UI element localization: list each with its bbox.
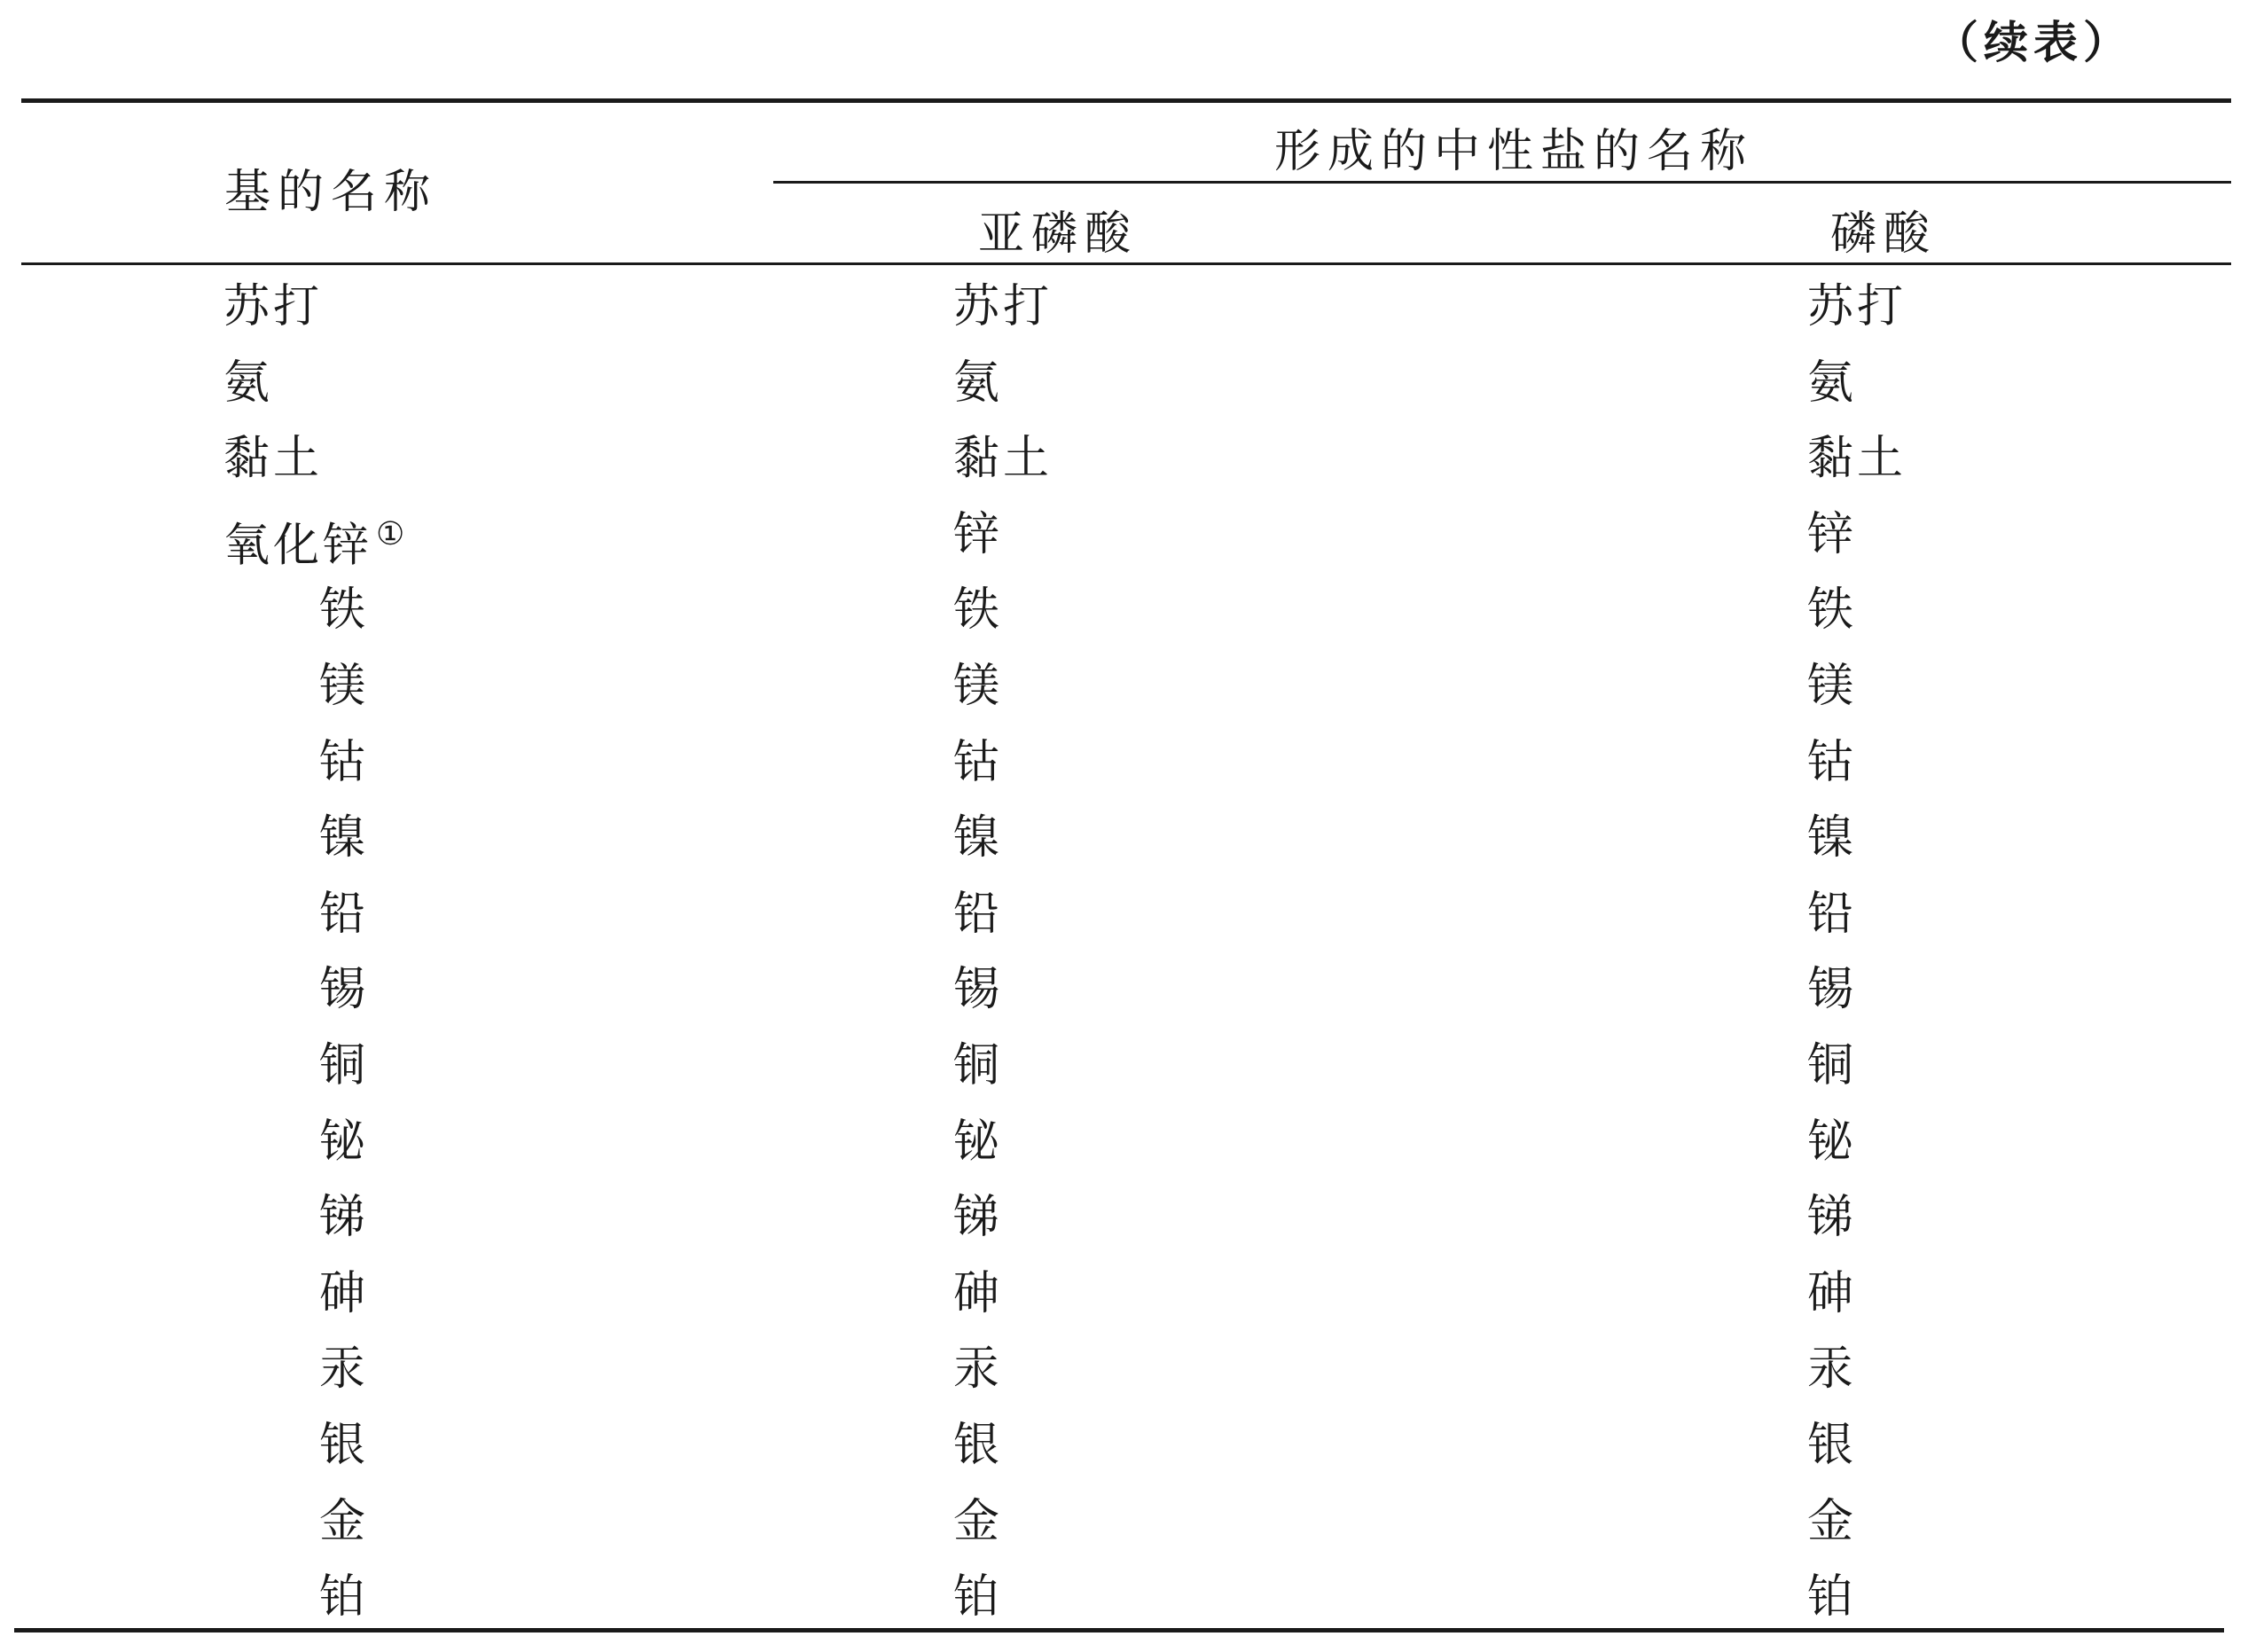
table-row — [0, 1334, 2248, 1410]
table-row — [0, 423, 2248, 499]
salt-name-group-header: 形成的中性盐的名称 — [1274, 125, 1754, 178]
phosphite-salt-cell: 铂 — [953, 1570, 1004, 1625]
base-name-text: 镍 — [319, 811, 370, 865]
base-name-cell — [319, 811, 369, 865]
table-body — [0, 271, 2248, 1638]
table-row — [0, 575, 2248, 651]
phosphate-salt-cell: 铜 — [1807, 1038, 1858, 1092]
phosphate-salt-cell: 铁 — [1807, 583, 1858, 638]
phosphate-salt-cell: 铋 — [1807, 1115, 1858, 1169]
base-name-header: 基的名称 — [224, 166, 438, 219]
base-name-text: 锑 — [319, 1191, 370, 1245]
table-row — [0, 1030, 2248, 1107]
base-name-cell — [319, 660, 369, 713]
base-name-text: 银 — [319, 1418, 370, 1472]
base-name-cell — [319, 583, 369, 637]
phosphorous-acid-header: 亚磷酸 — [978, 207, 1139, 261]
base-name-text: 黏土 — [223, 432, 324, 486]
table-row — [0, 803, 2248, 879]
continued-label: （续表） — [1934, 17, 2133, 68]
base-name-cell — [223, 280, 323, 333]
base-name-cell — [319, 1267, 369, 1320]
base-name-cell — [223, 508, 404, 572]
header-bottom-rule — [21, 262, 2231, 265]
phosphate-salt-cell: 铅 — [1807, 887, 1858, 941]
base-name-text: 氨 — [223, 356, 274, 410]
base-name-cell — [223, 356, 273, 410]
phosphite-salt-cell: 锡 — [953, 963, 1004, 1017]
base-name-text: 锡 — [319, 963, 370, 1017]
phosphite-salt-cell: 铁 — [953, 583, 1004, 638]
table-row — [0, 271, 2248, 348]
phosphite-salt-cell: 银 — [953, 1418, 1004, 1472]
phosphate-salt-cell: 镍 — [1807, 811, 1858, 865]
base-name-cell — [319, 1116, 369, 1169]
phosphate-salt-cell: 镁 — [1807, 659, 1858, 713]
phosphite-salt-cell: 铜 — [953, 1038, 1004, 1092]
base-name-cell — [319, 1039, 369, 1092]
phosphite-salt-cell: 汞 — [953, 1343, 1004, 1397]
base-name-text: 金 — [319, 1494, 370, 1548]
phosphate-salt-cell: 铂 — [1807, 1570, 1858, 1625]
table-row — [0, 1258, 2248, 1335]
base-name-cell — [319, 1343, 369, 1396]
base-name-text: 铁 — [319, 583, 370, 638]
phosphite-salt-cell: 砷 — [953, 1266, 1004, 1320]
phosphate-salt-cell: 砷 — [1807, 1266, 1858, 1320]
base-name-cell — [223, 432, 323, 485]
phosphite-salt-cell: 氨 — [953, 356, 1004, 410]
table-row — [0, 651, 2248, 727]
phosphite-salt-cell: 金 — [953, 1494, 1004, 1548]
phosphite-salt-cell: 苏打 — [953, 280, 1054, 333]
base-name-cell — [319, 736, 369, 789]
base-name-text: 镁 — [319, 659, 370, 713]
footnote-marker: ① — [376, 515, 405, 552]
base-name-cell — [319, 1191, 369, 1244]
base-name-text: 氧化锌 — [223, 519, 373, 573]
phosphite-salt-cell: 钴 — [953, 735, 1004, 789]
phosphate-salt-cell: 锑 — [1807, 1191, 1858, 1245]
phosphate-salt-cell: 汞 — [1807, 1343, 1858, 1397]
phosphite-salt-cell: 镁 — [953, 659, 1004, 713]
phosphite-salt-cell: 铅 — [953, 887, 1004, 941]
base-name-text: 铅 — [319, 887, 370, 941]
phosphite-salt-cell: 铋 — [953, 1115, 1004, 1169]
table-row — [0, 879, 2248, 955]
base-name-cell — [319, 1570, 369, 1624]
phosphate-salt-cell: 氨 — [1807, 356, 1858, 410]
base-name-cell — [319, 963, 369, 1016]
base-name-text: 铂 — [319, 1570, 370, 1625]
table-row — [0, 1107, 2248, 1183]
table-top-rule — [21, 98, 2231, 103]
phosphite-salt-cell: 锌 — [953, 507, 1004, 561]
base-name-text: 铋 — [319, 1115, 370, 1169]
table-row — [0, 727, 2248, 803]
table-row — [0, 348, 2248, 424]
phosphate-salt-cell: 银 — [1807, 1418, 1858, 1472]
table-row — [0, 1182, 2248, 1258]
phosphite-salt-cell: 锑 — [953, 1191, 1004, 1245]
phosphate-salt-cell: 钴 — [1807, 735, 1858, 789]
base-name-text: 苏打 — [223, 280, 324, 333]
table-row — [0, 1562, 2248, 1638]
phosphite-salt-cell: 黏土 — [953, 432, 1054, 486]
table-row — [0, 1410, 2248, 1486]
phosphate-salt-cell: 黏土 — [1807, 432, 1907, 486]
phosphate-salt-cell: 锌 — [1807, 507, 1858, 561]
base-name-text: 铜 — [319, 1038, 370, 1092]
phosphite-salt-cell: 镍 — [953, 811, 1004, 865]
base-name-text: 汞 — [319, 1343, 370, 1397]
base-name-cell — [319, 888, 369, 941]
table-row — [0, 499, 2248, 575]
base-name-cell — [319, 1419, 369, 1472]
base-name-cell — [319, 1495, 369, 1548]
phosphate-salt-cell: 金 — [1807, 1494, 1858, 1548]
base-name-text: 砷 — [319, 1266, 370, 1320]
column-group-rule — [773, 181, 2231, 184]
base-name-text: 钴 — [319, 735, 370, 789]
phosphate-salt-cell: 锡 — [1807, 963, 1858, 1017]
phosphate-salt-cell: 苏打 — [1807, 280, 1907, 333]
table-row — [0, 1486, 2248, 1562]
phosphoric-acid-header: 磷酸 — [1830, 207, 1938, 261]
table-row — [0, 954, 2248, 1030]
